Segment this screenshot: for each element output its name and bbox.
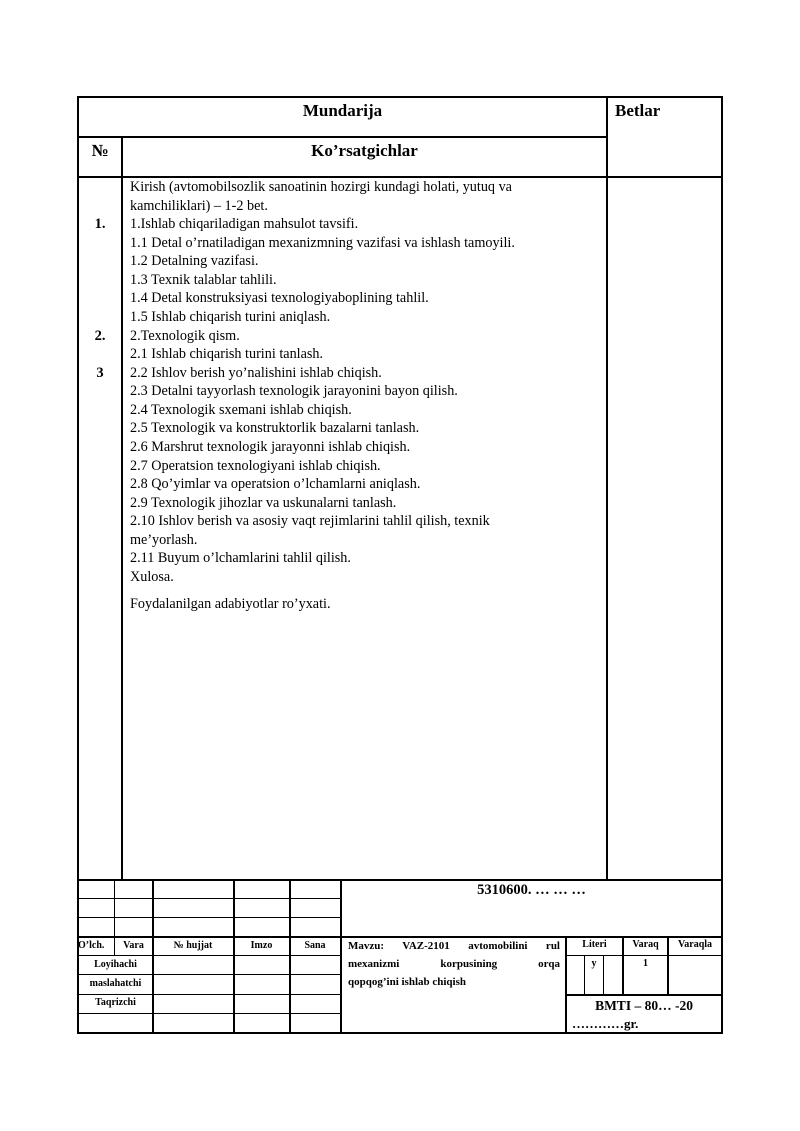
pages-column-header: Betlar [615,101,661,120]
content-line: 1.5 Ishlab chiqarish turini aniqlash. [130,309,331,325]
content-line: Foydalanilgan adabiyotlar ro’yxati. [130,596,331,612]
content-line: 2.Texnologik qism. [130,328,240,344]
topic-line: Mavzu: VAZ-2101 avtomobilini rul [348,940,560,952]
content-line: 2.7 Operatsion texnologiyani ishlab chiqish. [130,458,381,474]
section-number: 2. [94,328,106,344]
content-line: Xulosa. [130,569,174,585]
content-line: 2.5 Texnologik va konstruktorlik bazalarni tanlash. [130,420,420,436]
content-line: 1.Ishlab chiqariladigan mahsulot tavsifi. [130,216,359,232]
content-line: 2.3 Detalni tayyorlash texnologik jarayonini bayon qilish. [130,383,458,399]
content-column-header: Ko’rsatgichlar [311,141,418,160]
group-code: …………gr. [572,1016,639,1031]
content-line: 2.10 Ishlov berish va asosiy vaqt rejimlarini tahlil qilish, texnik [130,513,490,529]
content-line: 2.4 Texnologik sxemani ishlab chiqish. [130,402,352,418]
row-maslahatchi: maslahatchi [89,978,142,989]
content-line: 2.11 Buyum o’lchamlarini tahlil qilish. [130,550,351,566]
row-loyihachi: Loyihachi [94,959,137,970]
content-line: 1.1 Detal o’rnatiladigan mexanizmning vazifasi va ishlash tamoyili. [130,235,515,251]
document-code: 5310600. … … … [477,882,586,898]
topic-line: qopqog’ini ishlab chiqish [348,976,467,988]
varaqla-label: Varaqla [677,939,713,950]
number-column-header: № [91,141,109,160]
content-line: 1.3 Texnik talablar tahlili. [130,272,277,288]
content-line: kamchiliklari) – 1-2 bet. [130,198,268,214]
varaq-label: Varaq [632,939,659,950]
content-line: 1.2 Detalning vazifasi. [130,253,259,269]
col-sana: Sana [304,940,326,951]
organization-code: BMTI – 80… -20 [595,998,693,1013]
literi-value: у [591,958,597,969]
row-taqrizchi: Taqrizchi [95,997,136,1008]
content-line: 2.1 Ishlab chiqarish turini tanlash. [130,346,324,362]
topic-line: mexanizmi korpusining orqa [348,958,560,970]
col-imzo: Imzo [250,940,273,951]
page-title: Mundarija [302,101,383,120]
content-line: me’yorlash. [130,532,198,548]
content-line: 2.6 Marshrut texnologik jarayonni ishlab chiqish. [130,439,411,455]
section-number: 1. [94,216,106,232]
col-hujjat: № hujjat [173,940,213,951]
content-line: 2.2 Ishlov berish yo’nalishini ishlab chiqish. [130,365,382,381]
content-line: 1.4 Detal konstruksiyasi texnologiyaboplining tahlil. [130,290,429,306]
content-line: 2.8 Qo’yimlar va operatsion o’lchamlarni aniqlash. [130,476,421,492]
content-line: Kirish (avtomobilsozlik sanoatinin hozirgi kundagi holati, yutuq va [130,179,512,195]
section-number: 3 [96,365,104,381]
col-vara: Vara [123,940,144,951]
varaq-value: 1 [643,958,648,969]
content-line: 2.9 Texnologik jihozlar va uskunalarni tanlash. [130,495,397,511]
literi-label: Literi [582,939,607,950]
col-olch: O’lch. [78,940,105,951]
